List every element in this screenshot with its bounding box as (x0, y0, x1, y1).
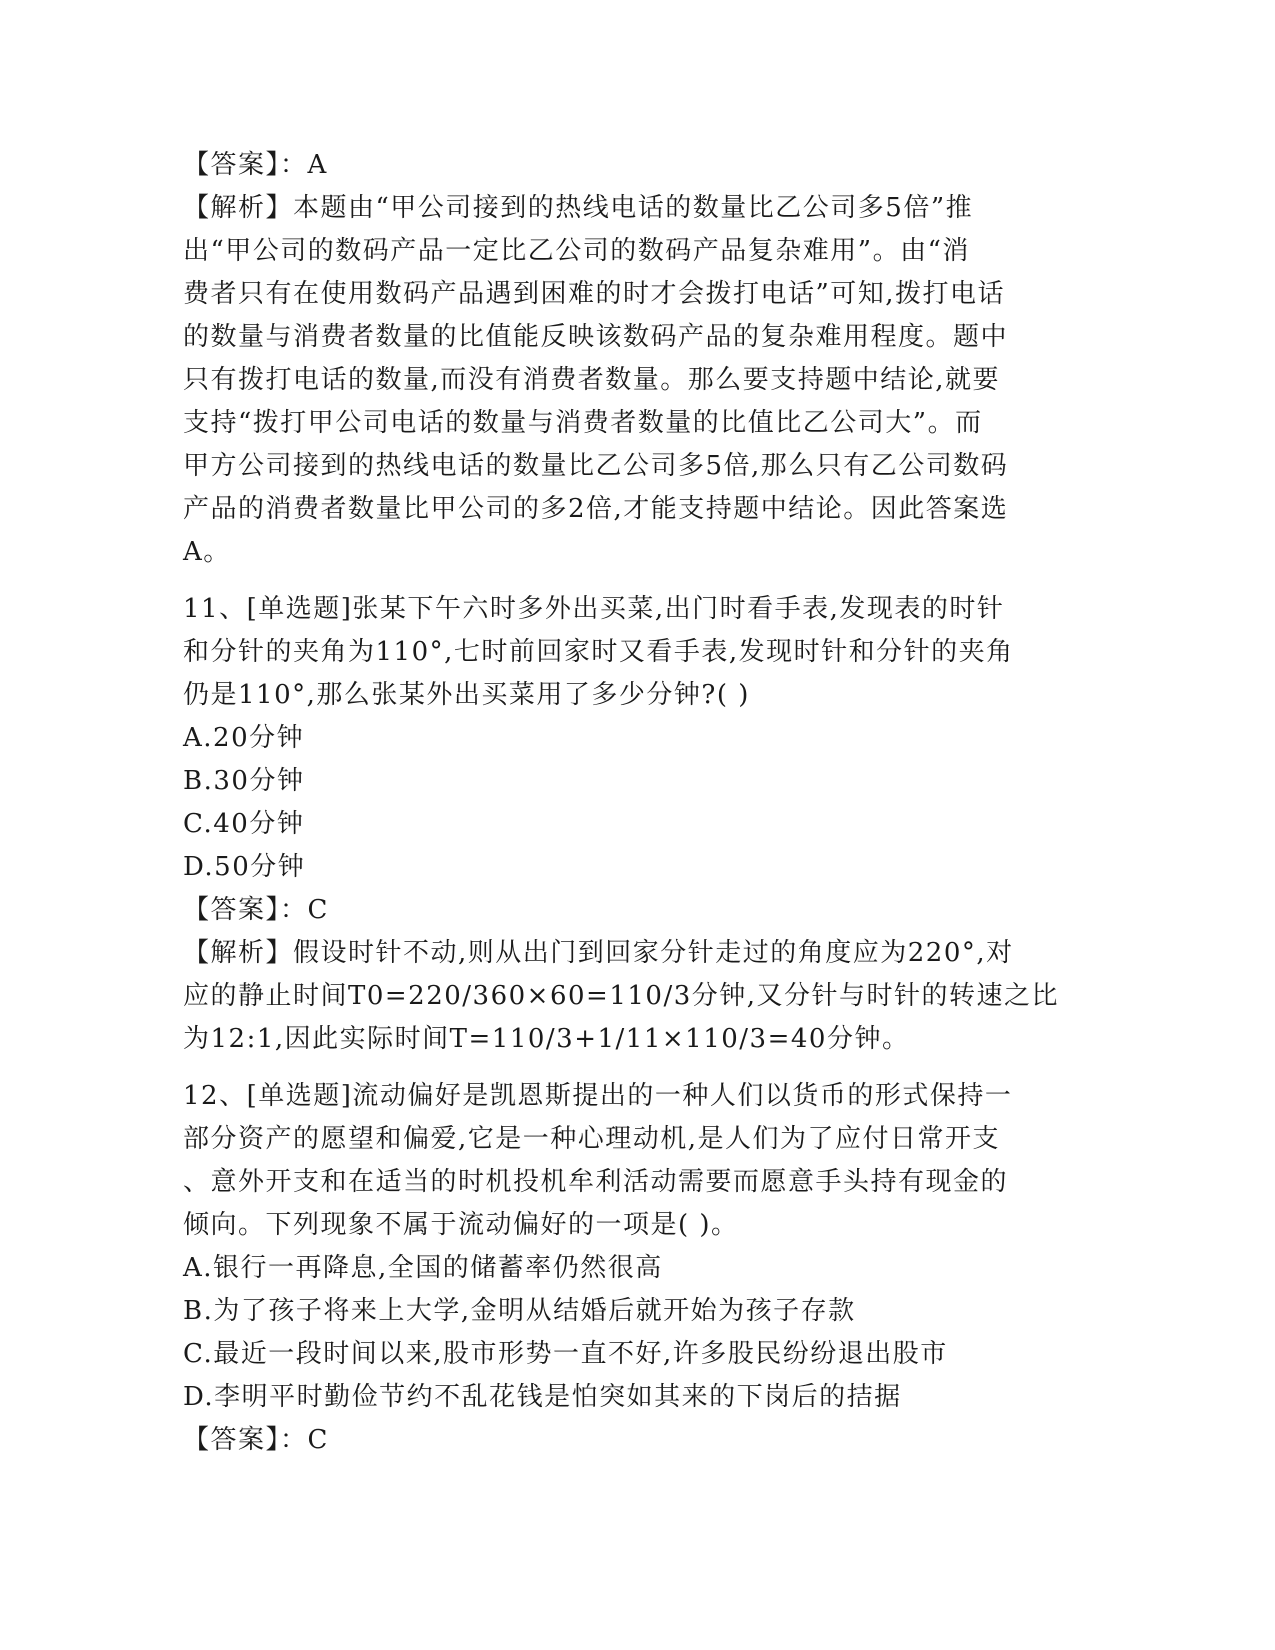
question-12 (183, 1075, 1085, 1462)
question-text-line: 、意外开支和在适当的时机投机牟利活动需要而愿意手头持有现金的 (183, 1167, 1009, 1197)
question-text-line: 部分资产的愿望和偏爱,它是一种心理动机,是人们为了应付日常开支 (183, 1124, 1001, 1154)
option-c: C.40分钟 (183, 809, 305, 839)
option-b: B.为了孩子将来上大学,金明从结婚后就开始为孩子存款 (183, 1296, 856, 1326)
analysis-line: 的数量与消费者数量的比值能反映该数码产品的复杂难用程度。题中 (183, 322, 1009, 352)
option-a: A.银行一再降息,全国的储蓄率仍然很高 (183, 1253, 663, 1283)
answer-line: 【答案】：A (183, 150, 328, 180)
question-11 (183, 588, 1085, 1061)
analysis-line: 【解析】本题由“甲公司接到的热线电话的数量比乙公司多5倍”推 (183, 193, 974, 223)
question-text-line: 11、[单选题]张某下午六时多外出买菜,出门时看手表,发现表的时针 (183, 594, 1005, 624)
document-page (183, 144, 1085, 1462)
question-text-line: 12、[单选题]流动偏好是凯恩斯提出的一种人们以货币的形式保持一 (183, 1081, 1013, 1111)
option-d: D.50分钟 (183, 852, 306, 882)
analysis-line: 支持“拨打甲公司电话的数量与消费者数量的比值比乙公司大”。而 (183, 408, 983, 438)
option-c: C.最近一段时间以来,股市形势一直不好,许多股民纷纷退出股市 (183, 1339, 948, 1369)
answer-line: 【答案】：C (183, 895, 329, 925)
analysis-line: 应的静止时间T0=220/360×60=110/3分钟,又分针与时针的转速之比 (183, 981, 1060, 1011)
option-d: D.李明平时勤俭节约不乱花钱是怕突如其来的下岗后的拮据 (183, 1382, 902, 1412)
answer-line: 【答案】：C (183, 1425, 329, 1455)
analysis-line: 只有拨打电话的数量,而没有消费者数量。那么要支持题中结论,就要 (183, 365, 1001, 395)
option-b: B.30分钟 (183, 766, 305, 796)
q10-answer-block (183, 144, 1085, 574)
analysis-line: 甲方公司接到的热线电话的数量比乙公司多5倍,那么只有乙公司数码 (183, 451, 1009, 481)
analysis-line: 出“甲公司的数码产品一定比乙公司的数码产品复杂难用”。由“消 (183, 236, 970, 266)
question-text-line: 和分针的夹角为110°,七时前回家时又看手表,发现时针和分针的夹角 (183, 637, 1014, 667)
analysis-line: 产品的消费者数量比甲公司的多2倍,才能支持题中结论。因此答案选 (183, 494, 1009, 524)
analysis-line: 为12:1,因此实际时间T=110/3+1/11×110/3=40分钟。 (183, 1024, 910, 1054)
analysis-line: 【解析】假设时针不动,则从出门到回家分针走过的角度应为220°,对 (183, 938, 1014, 968)
option-a: A.20分钟 (183, 723, 305, 753)
analysis-line: 费者只有在使用数码产品遇到困难的时才会拨打电话”可知,拨打电话 (183, 279, 1006, 309)
question-text-line: 倾向。下列现象不属于流动偏好的一项是( )。 (183, 1210, 739, 1240)
question-text-line: 仍是110°,那么张某外出买菜用了多少分钟?( ) (183, 680, 750, 710)
analysis-line: A。 (183, 537, 231, 567)
